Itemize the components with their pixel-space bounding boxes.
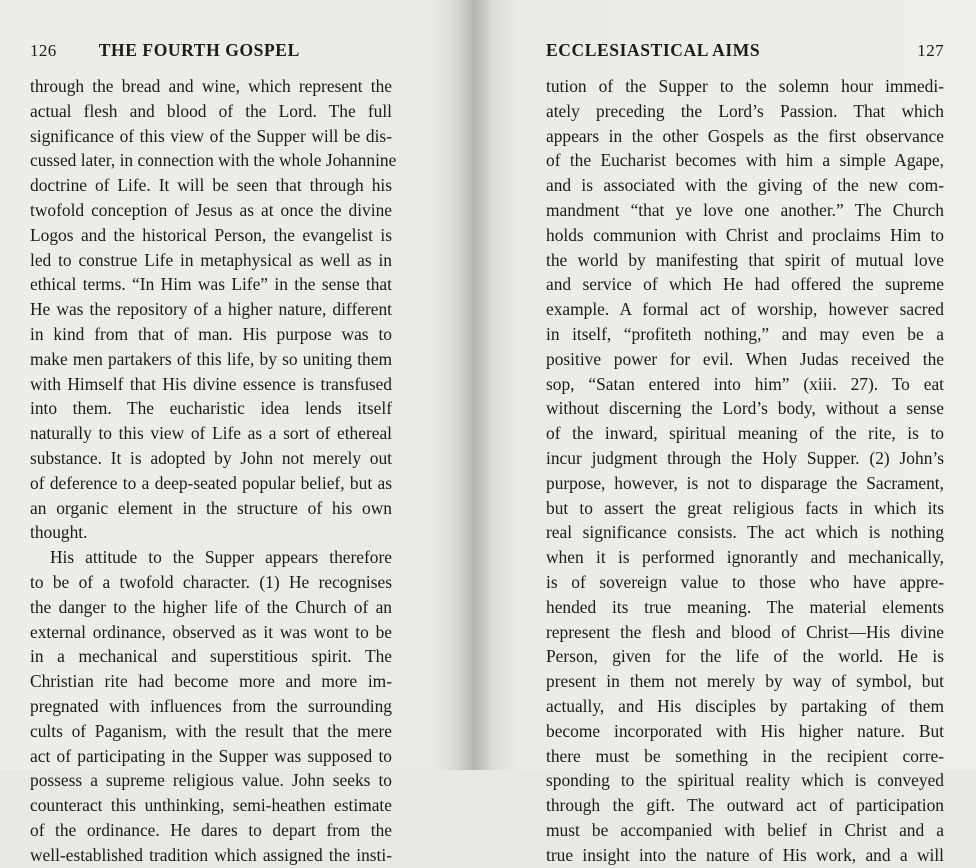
text-line: hended its true meaning. The material elements: [546, 596, 944, 617]
text-line: must be accompanied with belief in Christ and a: [546, 819, 944, 840]
text-line: through the gift. The outward act of participation: [546, 795, 944, 816]
text-line: in itself, “profiteth nothing,” and may even be a: [546, 323, 944, 344]
right-body-text: [546, 74, 944, 868]
text-line: the danger to the higher life of the Church of an: [30, 596, 392, 617]
text-line: cussed later, in connection with the whole Johannine: [30, 150, 397, 171]
text-line: Christian rite had become more and more im-: [30, 671, 392, 692]
text-line: through the bread and wine, which represent the: [30, 76, 392, 96]
text-line: holds communion with Christ and proclaims Him to: [546, 224, 944, 245]
text-line: tution of the Supper to the solemn hour immedi-: [546, 76, 944, 96]
text-line: pregnated with influences from the surrounding: [30, 695, 392, 716]
text-line: true insight into the nature of His work, and a will: [546, 844, 944, 865]
left-page-number: 126: [30, 41, 57, 60]
text-line: twofold conception of Jesus as at once the divine: [30, 199, 392, 220]
text-line: represent the flesh and blood of Christ—His divine: [546, 621, 944, 642]
left-running-head-title: THE FOURTH GOSPEL: [98, 40, 300, 60]
right-running-head-title: ECCLESIASTICAL AIMS: [546, 40, 761, 60]
text-line: actual flesh and blood of the Lord. The full: [30, 100, 392, 121]
text-line: sop, “Satan entered into him” (xiii. 27). To eat: [546, 373, 944, 394]
text-line: He was the repository of a higher nature, different: [30, 299, 392, 320]
text-line: when it is performed ignorantly and mechanically,: [546, 547, 944, 568]
text-line: substance. It is adopted by John not merely out: [30, 447, 392, 468]
text-line: of the inward, spiritual meaning of the rite, is to: [546, 423, 944, 444]
text-line: sponding to the spiritual reality which is conveyed: [546, 770, 944, 791]
text-line: purpose, however, is not to disparage the Sacrament,: [546, 472, 944, 493]
text-line: ately preceding the Lord’s Passion. That which: [546, 100, 944, 121]
text-line: an organic element in the structure of his own: [30, 497, 392, 518]
text-line: positive power for evil. When Judas received the: [546, 348, 944, 369]
text-line: is of sovereign value to those who have appre-: [546, 571, 944, 592]
text-line: present in them not merely by way of symbol, but: [546, 671, 944, 692]
text-line: of the ordinance. He dares to depart from the: [30, 819, 392, 840]
text-line: with Himself that His divine essence is transfused: [30, 373, 392, 394]
right-page: [476, 0, 976, 865]
text-line: and service of which He had offered the supreme: [546, 274, 944, 295]
text-line: without discerning the Lord’s body, without a sense: [546, 398, 944, 419]
text-line: but to assert the great religious facts in which its: [546, 497, 944, 518]
text-line: doctrine of Life. It will be seen that through his: [30, 175, 392, 196]
text-line: and is associated with the giving of the new com-: [546, 175, 944, 196]
text-line: external ordinance, observed as it was wont to be: [30, 621, 392, 642]
text-line: actually, and His disciples by partaking of them: [546, 695, 944, 716]
left-body-text: [30, 74, 397, 868]
text-line: cults of Paganism, with the result that the mere: [30, 720, 392, 741]
text-line: make men partakers of this life, by so uniting them: [30, 348, 392, 369]
text-line: led to construe Life in metaphysical as well as in: [30, 249, 392, 270]
text-line: mandment “that ye love one another.” The Church: [546, 199, 944, 220]
text-line: Logos and the historical Person, the evangelist is: [30, 224, 392, 245]
text-line: act of participating in the Supper was supposed to: [30, 745, 392, 766]
text-line: real significance consists. The act which is nothing: [546, 522, 944, 543]
text-line: of deference to a deep-seated popular belief, but as: [30, 472, 392, 493]
text-line: in a mechanical and superstitious spirit. The: [30, 646, 392, 667]
text-line: His attitude to the Supper appears therefore: [50, 547, 392, 568]
text-line: Person, given for the life of the world. He is: [546, 646, 944, 667]
text-line: in kind from that of man. His purpose was to: [30, 323, 392, 344]
right-running-head: [546, 40, 944, 61]
text-line: example. A formal act of worship, however sacred: [546, 299, 944, 320]
text-line: there must be something in the recipient corre-: [546, 745, 944, 766]
text-line: appears in the other Gospels as the first observance: [546, 125, 944, 146]
text-line: ethical terms. “In Him was Life” in the sense that: [30, 274, 392, 295]
text-line: incur judgment through the Holy Supper. (2) John’s: [546, 447, 944, 468]
left-page: [0, 0, 470, 865]
text-line: possess a supreme religious value. John seeks to: [30, 770, 392, 791]
text-line: into them. The eucharistic idea lends itself: [30, 398, 392, 419]
text-line: significance of this view of the Supper will be dis-: [30, 125, 392, 146]
text-line: become incorporated with His higher nature. But: [546, 720, 944, 741]
text-line: thought.: [30, 522, 88, 543]
right-page-number: 127: [917, 41, 944, 60]
text-line: of the Eucharist becomes with him a simple Agape,: [546, 150, 944, 171]
text-line: to be of a twofold character. (1) He recognises: [30, 571, 392, 592]
left-running-head: [30, 40, 390, 61]
text-line: counteract this unthinking, semi-heathen estimate: [30, 795, 392, 816]
text-line: the world by manifesting that spirit of mutual love: [546, 249, 944, 270]
text-line: well-established tradition which assigned the insti-: [30, 844, 392, 865]
text-line: naturally to this view of Life as a sort of ethereal: [30, 423, 392, 444]
